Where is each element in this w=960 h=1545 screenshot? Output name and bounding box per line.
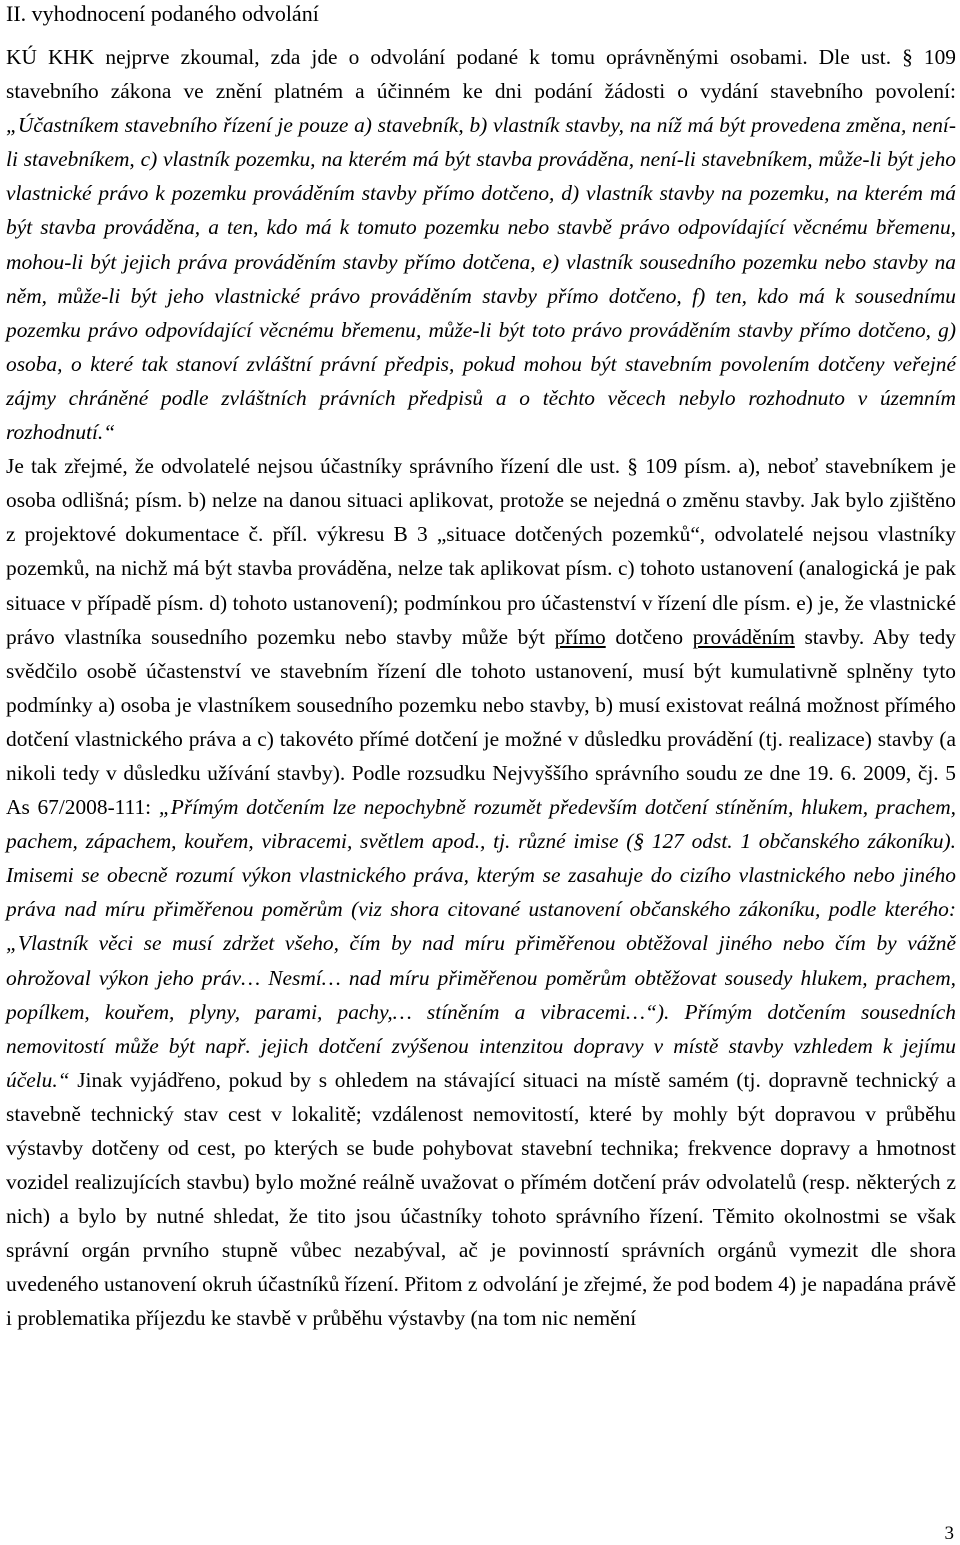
underlined-word-primo: přímo: [554, 624, 606, 649]
paragraph-assessment: [6, 449, 956, 1335]
assessment-text-1: Je tak zřejmé, že odvolatelé nejsou účastníky správního řízení dle ust. § 109 písm. a), neboť stavebníkem je osoba odlišná; písm. b) nelze na danou situaci aplikovat, protože se nejedná o změnu stavby. Jak bylo zjištěno z projektové dokumentace č. příl. výkresu B 3 „situace dotčených pozemků“, odvolatelé nejsou vlastníky pozemků, na nichž má být stavba prováděna, nelze tak aplikovat písm. c) tohoto ustanovení (analogická je pak situace v případě písm. d) tohoto ustanovení); podmínkou pro účastenství v řízení dle písm. e) je, že vlastnické právo vlastníka sousedního pozemku nebo stavby může být: [6, 454, 956, 649]
page-number: 3: [944, 1523, 954, 1544]
underlined-word-provadenim: prováděním: [692, 624, 795, 649]
assessment-text-3: stavby. Aby tedy svědčilo osobě účastenství ve stavebním řízení dle tohoto ustanovení, musí být kumulativně splněny tyto podmínky a) osoba je vlastníkem sousedního pozemku nebo stavby, b) musí existovat reálná možnost přímého dotčení vlastnického práva a c) takovéto přímé dotčení je možné v důsledku provádění (tj. realizace) stavby (a nikoli tedy v důsledku užívání stavby). Podle rozsudku Nejvyššího správního soudu ze dne 19. 6. 2009, čj. 5 As 67/2008-111:: [6, 624, 956, 820]
assessment-text-4: Jinak vyjádřeno, pokud by s ohledem na stávající situaci na místě samém (tj. dopravně technický a stavebně technický stav cest v lokalitě; vzdálenost nemovitostí, které by mohly být dopravou v průběhu výstavby dotčeny od cest, po kterých se bude pohybovat stavební technika; frekvence dopravy a hmotnost vozidel realizujících stavbu) bylo možné reálně uvažovat o přímém dotčení práv odvolatelů (resp. některých z nich) a bylo by nutné shledat, že tito jsou účastníky tohoto správního řízení. Těmito okolnostmi se však správní orgán prvního stupně vůbec nezabýval, ač je povinností správních orgánů vymezit dle shora uvedeného ustanovení okruh účastníků řízení. Přitom z odvolání je zřejmé, že pod bodem 4) je napadána právě i problematika příjezdu ke stavbě v průběhu výstavby (na tom nic nemění: [6, 1067, 956, 1331]
court-ruling-quote: „Přímým dotčením lze nepochybně rozumět především dotčení stíněním, hlukem, prachem, pachem, zápachem, kouřem, vibracemi, světlem apod., tj. různé imise (§ 127 odst. 1 občanského zákoníku). Imisemi se obecně rozumí výkon vlastnického práva, kterým se zasahuje do cizího vlastnického nebo jiného práva nad míru přiměřenou poměrům (viz shora citované ustanovení občanského zákoníku, podle kterého: „Vlastník věci se musí zdržet všeho, čím by nad míru přiměřenou obtěžoval jiného nebo čím by vážně ohrožoval výkon jeho práv… Nesmí… nad míru přiměřenou poměrům obtěžovat sousedy hlukem, prachem, popílkem, kouřem, plyny, parami, pachy,… stíněním a vibracemi…“). Přímým dotčením sousedních nemovitostí může být např. jejich dotčení zvýšenou intenzitou dopravy v místě stavby vzhledem k jejímu účelu.“: [6, 795, 956, 1092]
section-heading: II. vyhodnocení podaného odvolání: [6, 1, 319, 26]
paragraph-participants-definition: [6, 40, 956, 449]
statute-quote: „Účastníkem stavebního řízení je pouze a) stavebník, b) vlastník stavby, na níž má být provedena změna, není-li stavebníkem, c) vlastník pozemku, na kterém má být stavba prováděna, není-li stavebníkem, může-li být jeho vlastnické právo k pozemku prováděním stavby přímo dotčeno, d) vlastník stavby na pozemku, na kterém má být stavba prováděna, a ten, kdo má k tomuto pozemku nebo stavbě právo odpovídající věcnému břemenu, mohou-li být jejich práva prováděním stavby přímo dotčena, e) vlastník sousedního pozemku nebo stavby na něm, může-li být jeho vlastnické právo prováděním stavby přímo dotčeno, f) ten, kdo má k sousednímu pozemku právo odpovídající věcnému břemenu, může-li být toto právo prováděním stavby přímo dotčeno, g) osoba, o které tak stanoví zvláštní právní předpis, pokud mohou být stavebním povolením dotčeny veřejné zájmy chráněné podle zvláštních právních předpisů a o těchto věcech nebylo rozhodnuto v územním rozhodnutí.“: [6, 113, 956, 445]
paragraph-intro-text: KÚ KHK nejprve zkoumal, zda jde o odvolání podané k tomu oprávněnými osobami. Dle ust. § 109 stavebního zákona ve znění platném a účinném ke dni podání žádosti o vydání stavebního povolení:: [6, 45, 956, 104]
document-page: [6, 0, 956, 1336]
assessment-text-2: dotčeno: [605, 624, 693, 649]
